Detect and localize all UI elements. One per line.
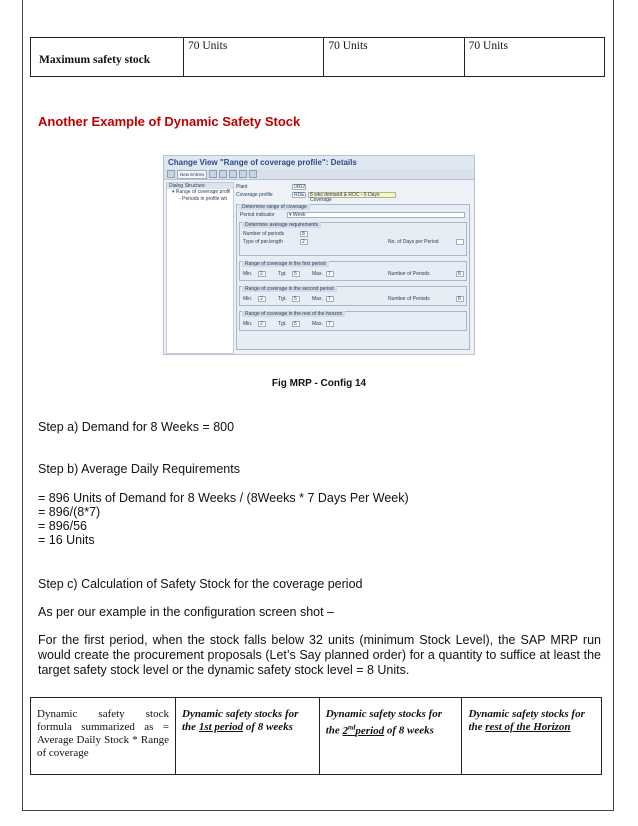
figure-caption: Fig MRP - Config 14 bbox=[271, 378, 367, 389]
as-per-text: As per our example in the configuration screen shot – bbox=[38, 605, 335, 619]
period-indicator-label: Period indicator bbox=[240, 212, 275, 218]
new-entries-button[interactable]: New Entries bbox=[177, 170, 207, 179]
cell-underlined-text: period bbox=[355, 724, 385, 737]
max-field[interactable]: 7 bbox=[326, 321, 334, 327]
tgt-label: Tgt. bbox=[278, 271, 287, 277]
sap-toolbar bbox=[164, 169, 474, 180]
tgt-label: Tgt. bbox=[278, 296, 287, 302]
number-of-periods-label: Number of Periods bbox=[388, 271, 430, 277]
tgt-field[interactable]: 5 bbox=[292, 321, 300, 327]
group-title: Range of coverage in the rest of the horizon bbox=[242, 311, 345, 317]
calc-line: = 896 Units of Demand for 8 Weeks / (8Weeks * 7 Days Per Week) bbox=[38, 491, 409, 505]
cell-text: Dynamic safety stocks for the bbox=[468, 708, 585, 733]
edit-icon[interactable] bbox=[167, 170, 175, 178]
table-row bbox=[31, 38, 605, 77]
section-heading: Another Example of Dynamic Safety Stock bbox=[38, 114, 301, 129]
days-per-period-field[interactable] bbox=[456, 239, 464, 245]
second-period-group bbox=[239, 286, 467, 306]
period-indicator-value: Week bbox=[292, 212, 306, 218]
max-safety-stock-table bbox=[30, 37, 605, 77]
min-label: Min. bbox=[243, 271, 253, 277]
ordinal-number: 2 bbox=[342, 724, 348, 737]
tgt-field[interactable]: 5 bbox=[292, 296, 300, 302]
rest-period-group bbox=[239, 311, 467, 331]
group-title: Range of coverage in the second period bbox=[242, 286, 337, 292]
determine-range-group bbox=[236, 204, 470, 350]
tree-header: Dialog Structure bbox=[167, 183, 233, 189]
cell-underlined: 1st period bbox=[198, 721, 244, 733]
num-periods-field[interactable]: 8 bbox=[300, 231, 308, 237]
group-title: Determine range of coverage bbox=[239, 204, 310, 210]
num-periods-label: Number of periods bbox=[243, 231, 285, 237]
tgt-field[interactable]: 5 bbox=[292, 271, 300, 277]
group-title: Determine average requirements bbox=[242, 222, 321, 228]
average-requirements-group bbox=[239, 222, 467, 256]
period-indicator-field[interactable]: ▾ Week bbox=[287, 212, 465, 218]
days-per-period-label: No. of Days per Period bbox=[388, 239, 439, 245]
number-of-periods-label: Number of Periods bbox=[388, 296, 430, 302]
max-label: Max. bbox=[312, 321, 323, 327]
tgt-label: Tgt. bbox=[278, 321, 287, 327]
profile-code-field[interactable]: RDE bbox=[294, 192, 305, 198]
tree-item[interactable]: ▾ Range of coverage profil bbox=[172, 189, 231, 195]
calc-line: = 16 Units bbox=[38, 533, 95, 547]
cell-text: Dynamic safety stocks for the bbox=[325, 708, 443, 737]
sap-title: Change View "Range of coverage profile": Details bbox=[164, 156, 474, 169]
tree-item-label: Periods in profile wit bbox=[182, 196, 227, 202]
dynamic-safety-stock-table bbox=[30, 697, 602, 775]
group-title: Range of coverage in the first period bbox=[242, 261, 329, 267]
second-period-cell bbox=[319, 698, 462, 775]
min-field[interactable]: 2 bbox=[258, 271, 266, 277]
max-label: Max. bbox=[312, 271, 323, 277]
first-period-cell bbox=[176, 698, 320, 775]
first-period-paragraph: For the first period, when the stock falls below 32 units (minimum Stock Level), the SAP MRP run would create the procurement proposals (Let’s Say planned order) for a quantity to suffice at least the target safety stock level or the dynamic safety stock level = 8 Units. bbox=[38, 633, 601, 677]
min-field[interactable]: 2 bbox=[258, 321, 266, 327]
number-of-periods-field[interactable]: 8 bbox=[456, 296, 464, 302]
sap-config-screenshot bbox=[163, 155, 475, 355]
next-icon[interactable] bbox=[249, 170, 257, 178]
max-field[interactable]: 7 bbox=[326, 296, 334, 302]
type-period-label: Type of per.length bbox=[243, 239, 283, 245]
ordinal-suffix: nd bbox=[348, 723, 356, 731]
tree-item-label: Range of coverage profil bbox=[175, 189, 231, 195]
first-period-group bbox=[239, 261, 467, 281]
cell-underlined: rest of the Horizon bbox=[485, 721, 571, 733]
max-field[interactable]: 7 bbox=[326, 271, 334, 277]
calc-line: = 896/(8*7) bbox=[38, 505, 101, 519]
cell-underlined bbox=[343, 725, 385, 737]
cell-text: of 8 weeks bbox=[384, 724, 434, 737]
min-label: Min. bbox=[243, 321, 253, 327]
table-row bbox=[31, 698, 602, 775]
plant-field[interactable]: 0002 bbox=[294, 184, 306, 190]
cell-text: Dynamic safety stocks for the bbox=[182, 708, 299, 733]
delete-icon[interactable] bbox=[219, 170, 227, 178]
step-b: Step b) Average Daily Requirements bbox=[38, 462, 240, 476]
max-label: Max. bbox=[312, 296, 323, 302]
table-cell: 70 Units bbox=[184, 38, 324, 77]
profile-label: Coverage profile bbox=[236, 192, 273, 198]
row-label: Maximum safety stock bbox=[31, 38, 184, 77]
prev-icon[interactable] bbox=[239, 170, 247, 178]
cell-text: of 8 weeks bbox=[243, 721, 293, 733]
table-cell: 70 Units bbox=[324, 38, 464, 77]
calc-line: = 896/56 bbox=[38, 519, 88, 533]
undo-icon[interactable] bbox=[229, 170, 237, 178]
formula-cell: Dynamic safety stock formula summarized as = Average Daily Stock * Range of coverage bbox=[31, 698, 176, 775]
step-a: Step a) Demand for 8 Weeks = 800 bbox=[38, 420, 235, 434]
plant-label: Plant bbox=[236, 184, 248, 190]
min-label: Min. bbox=[243, 296, 253, 302]
profile-desc-field[interactable]: 8 wks demand & ROC - 5 Days Coverage bbox=[308, 192, 396, 198]
rest-horizon-cell bbox=[462, 698, 602, 775]
dialog-structure-tree bbox=[166, 182, 234, 354]
tree-item[interactable]: ▫ Periods in profile wit bbox=[179, 196, 227, 202]
number-of-periods-field[interactable]: 8 bbox=[456, 271, 464, 277]
step-c: Step c) Calculation of Safety Stock for the coverage period bbox=[38, 577, 363, 591]
sap-detail-panel bbox=[236, 182, 472, 352]
copy-icon[interactable] bbox=[209, 170, 217, 178]
type-period-field[interactable]: 2 bbox=[300, 239, 308, 245]
table-cell: 70 Units bbox=[464, 38, 604, 77]
min-field[interactable]: 2 bbox=[258, 296, 266, 302]
